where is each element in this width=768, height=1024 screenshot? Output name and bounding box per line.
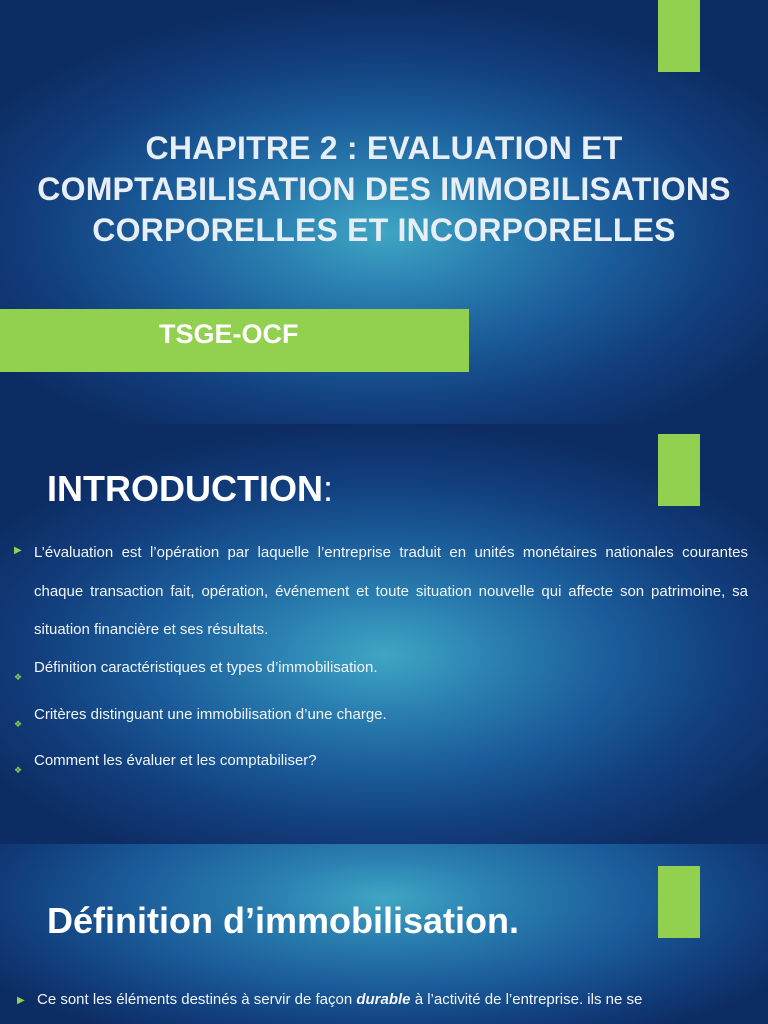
subtitle-text: TSGE-OCF xyxy=(159,319,299,349)
chapter-title-line: CORPORELLES ET INCORPORELLES xyxy=(92,212,676,248)
diamond-cluster-icon: ❖ xyxy=(14,672,23,682)
definition-slide xyxy=(0,844,768,1024)
definition-paragraph xyxy=(17,988,748,1012)
introduction-slide xyxy=(0,424,768,844)
triangle-right-icon: ▶ xyxy=(14,545,22,556)
introduction-paragraph xyxy=(14,534,748,650)
list-item-text: Comment les évaluer et les comptabiliser? xyxy=(34,752,317,769)
list-item xyxy=(14,654,748,701)
triangle-right-icon: ▶ xyxy=(17,995,25,1006)
subtitle-banner xyxy=(0,309,469,372)
paragraph-emphasis: durable xyxy=(356,991,411,1008)
paragraph-text-start: Ce sont les éléments destinés à servir de façon xyxy=(37,991,357,1008)
list-item xyxy=(14,701,748,748)
introduction-heading xyxy=(47,468,333,510)
title-slide xyxy=(0,0,768,424)
accent-bar xyxy=(658,0,700,72)
list-item-text: Définition caractéristiques et types d’immobilisation. xyxy=(34,659,378,676)
heading-text: INTRODUCTION xyxy=(47,468,323,509)
heading-colon: : xyxy=(322,468,333,509)
accent-bar xyxy=(658,866,700,938)
diamond-cluster-icon: ❖ xyxy=(14,718,23,729)
accent-bar xyxy=(658,434,700,506)
list-item xyxy=(14,747,748,794)
paragraph-text: L’évaluation est l’opération par laquelle l’entreprise traduit en unités monétaires nationales courantes chaque transaction fait, opération, événement et toute situation nouvelle qui affecte son patrimoine, sa situation financière et ses résultats. xyxy=(34,544,748,638)
diamond-cluster-icon: ❖ xyxy=(14,765,23,775)
list-item-text: Critères distinguant une immobilisation d’une charge. xyxy=(34,705,387,723)
chapter-title xyxy=(0,128,768,251)
chapter-title-line: CHAPITRE 2 : EVALUATION ET xyxy=(145,130,623,166)
paragraph-text xyxy=(17,988,748,1012)
chapter-title-line: COMPTABILISATION DES IMMOBILISATIONS xyxy=(37,171,731,207)
topics-list xyxy=(14,654,748,794)
definition-heading: Définition d’immobilisation. xyxy=(47,900,519,941)
paragraph-text-end: à l’activité de l’entreprise. ils ne se xyxy=(410,991,643,1008)
